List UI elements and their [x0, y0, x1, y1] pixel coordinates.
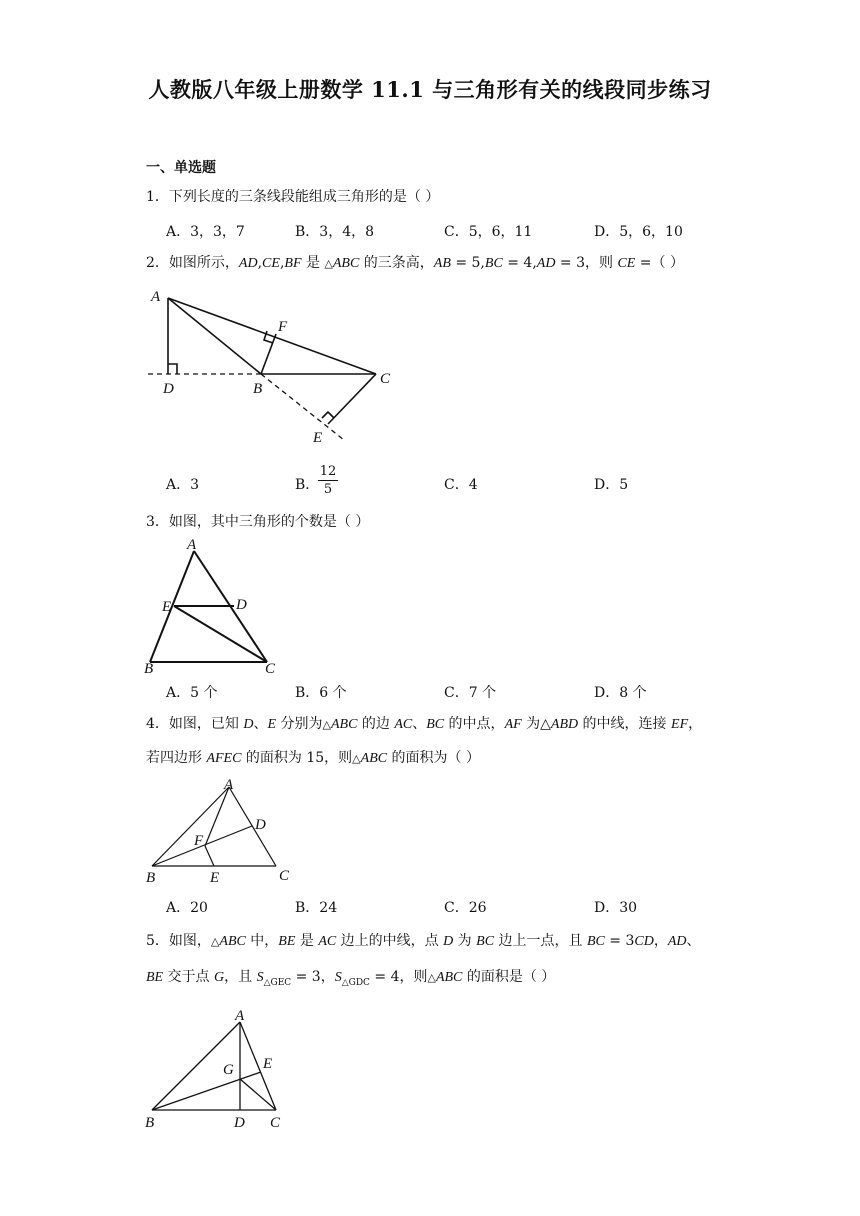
q2-label-a: A: [151, 289, 161, 305]
q3-label-a: A: [187, 537, 197, 553]
q2-label-d: D: [163, 381, 174, 397]
q2-label-f: F: [278, 319, 288, 335]
q5-label-a: A: [235, 1008, 245, 1024]
q4-option-a: A．20: [166, 900, 208, 916]
q5-label-c: C: [270, 1115, 281, 1131]
q5-label-e: E: [263, 1056, 273, 1072]
q2-option-b: B．: [295, 477, 320, 493]
q4-option-b: B．24: [295, 900, 338, 916]
q4-option-c: C．26: [444, 900, 487, 916]
q4-label-d: D: [255, 817, 266, 833]
question-1-stem: 1．下列长度的三条线段能组成三角形的是（ ）: [146, 189, 440, 205]
q1-option-a: A．3，3，7: [166, 224, 245, 240]
question-2-stem: 2．如图所示，AD,CE,BF 是 △ABC 的三条高，AB = 5,BC = 4,AD = 3，则 CE =（ ）: [146, 255, 684, 271]
q2-option-a: A．3: [166, 477, 200, 493]
q4-label-b: B: [146, 870, 156, 886]
question-5-line-1: 5．如图，△ABC 中，BE 是 AC 边上的中线，点 D 为 BC 边上一点，且 BC = 3CD，AD、: [146, 933, 701, 949]
q1-option-c: C．5，6，11: [444, 224, 533, 240]
q4-label-f: F: [194, 833, 204, 849]
q1-option-b: B．3，4，8: [295, 224, 375, 240]
q3-option-d: D．8 个: [594, 685, 647, 701]
q3-label-d: D: [236, 597, 247, 613]
q5-label-g: G: [223, 1062, 234, 1078]
question-3-stem: 3．如图，其中三角形的个数是（ ）: [146, 514, 370, 530]
q2-label-b: B: [253, 381, 263, 397]
q3-label-e: E: [162, 599, 172, 615]
q3-option-c: C．7 个: [444, 685, 497, 701]
q3-label-c: C: [265, 661, 276, 677]
fraction-numerator: 12: [319, 464, 337, 479]
q5-segment-gc: [240, 1079, 276, 1110]
q4-label-e: E: [210, 870, 220, 886]
section-heading: 一、单选题: [146, 160, 216, 176]
question-4-line-1: 4．如图，已知 D、E 分别为△ABC 的边 AC、BC 的中点，AF 为△ABD 的中线，连接 EF，: [146, 716, 703, 732]
q1-option-d: D．5，6，10: [594, 224, 683, 240]
q5-median-be: [152, 1072, 261, 1110]
question-4-line-2: 若四边形 AFEC 的面积为 15，则△ABC 的面积为（ ）: [146, 750, 480, 766]
fraction-denominator: 5: [323, 482, 333, 497]
q2-label-e: E: [313, 430, 323, 446]
q4-label-a: A: [224, 777, 234, 793]
q2-option-d: D．5: [594, 477, 629, 493]
q2-option-c: C．4: [444, 477, 478, 493]
q3-label-b: B: [144, 661, 154, 677]
q2-label-c: C: [380, 371, 391, 387]
q4-label-c: C: [279, 868, 290, 884]
q5-label-b: B: [145, 1115, 155, 1131]
q4-option-d: D．30: [594, 900, 638, 916]
question-5-line-2: BE 交于点 G，且 $S_{\triangle GEC} = 3$，$S_{\triangle GDC} = 4$，则△ABC 的面积是（ ）: [146, 969, 556, 988]
q3-option-a: A．5 个: [166, 685, 218, 701]
page-title: 人教版八年级上册数学 11.1 与三角形有关的线段同步练习: [148, 77, 712, 102]
q5-label-d: D: [234, 1115, 245, 1131]
q3-option-b: B．6 个: [295, 685, 347, 701]
